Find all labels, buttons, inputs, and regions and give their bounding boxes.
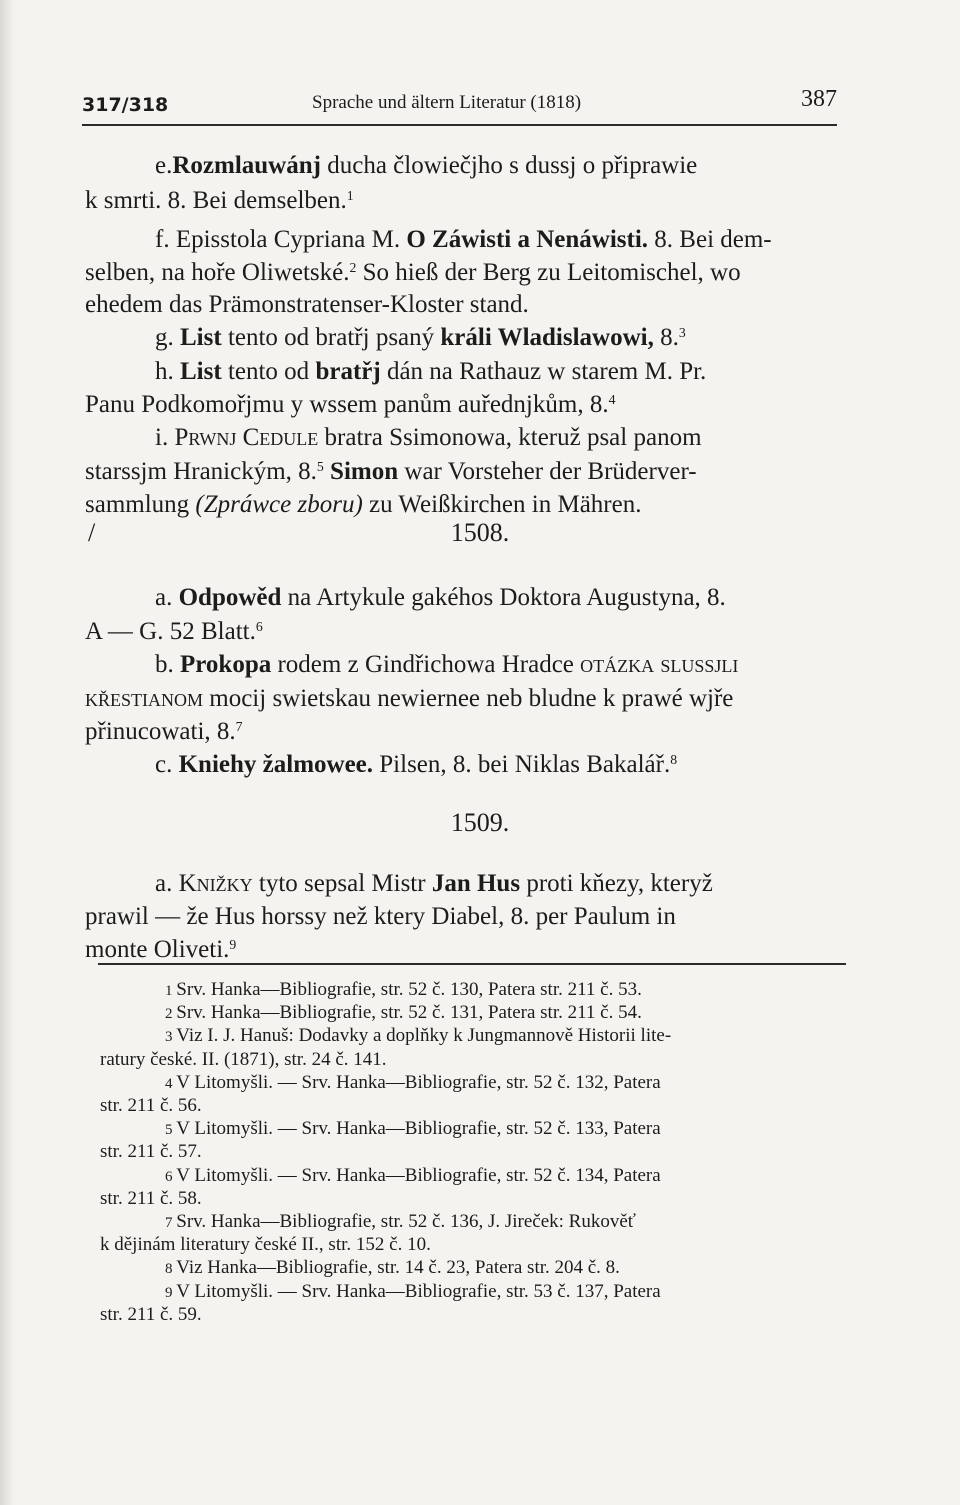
small-caps-text: Knižky (178, 870, 253, 897)
bold-text: Odpowěd (178, 584, 282, 611)
bold-text: Kniehy žalmowee. (178, 751, 374, 778)
item-label: g. (155, 324, 180, 351)
page-number: 387 (801, 86, 837, 112)
text: prawil — že Hus horssy než ktery Diabel, 8. per Paulum in (85, 903, 676, 930)
footnote-text: k dějinám literatury české II., str. 152 č. 10. (100, 1234, 431, 1256)
entry-1818-line (155, 150, 845, 182)
footnote-text: V Litomyšli. — Srv. Hanka—Bibliografie, str. 52 č. 133, Patera (176, 1118, 661, 1140)
text: tento od (221, 358, 316, 385)
footnote-text: Viz Hanka—Bibliografie, str. 14 č. 23, Patera str. 204 č. 8. (176, 1257, 620, 1279)
item-label: a. (155, 870, 179, 897)
text: proti kňezy, kteryž (520, 870, 713, 897)
bold-text: bratřj (315, 358, 381, 385)
footnote-text: Viz I. J. Hanuš: Dodavky a doplňky k Jungmannově Historii lite- (176, 1025, 672, 1047)
text: war Vorsteher der Brüderver- (398, 458, 697, 485)
footnote-line (165, 1256, 850, 1281)
item-label: c. (155, 751, 179, 778)
footnote-text: Srv. Hanka—Bibliografie, str. 52 č. 131, Patera str. 211 č. 54. (176, 1002, 642, 1024)
footnote-ref: 1 (346, 187, 354, 203)
item-label: b. (155, 651, 180, 678)
text: rodem z Gindřichowa Hradce (271, 651, 581, 678)
footnote-rule (98, 963, 846, 965)
bold-text: Jan Hus (431, 870, 521, 897)
text: tento od bratřj psaný (221, 324, 441, 351)
entry-1508-line (85, 683, 845, 715)
text: mocij swietskau newiernee neb bludne k prawé wjře (203, 685, 734, 712)
footnote-text: V Litomyšli. — Srv. Hanka—Bibliografie, str. 52 č. 134, Patera (176, 1164, 661, 1186)
footnote-line (100, 1140, 850, 1164)
entry-1818-line (155, 422, 845, 454)
year-heading-1509: 1509. (450, 808, 510, 837)
footnote-line (100, 1094, 850, 1118)
text: ehedem das Prämonstratenser-Kloster stand. (85, 291, 529, 318)
page-edge-shadow (0, 0, 14, 1505)
item-label: f. Episstola Cypriana M. (155, 226, 407, 253)
text: Pilsen, 8. bei Niklas Bakalář. (373, 751, 671, 778)
footnote-line (100, 1233, 850, 1257)
year-heading-1508: 1508. (450, 518, 510, 547)
footnote-number: 1 (165, 983, 177, 999)
text: A — G. 52 Blatt. (85, 618, 256, 645)
footnote-line (165, 1164, 850, 1189)
footnote-line (165, 1001, 850, 1026)
footnote-line (165, 1024, 850, 1049)
entry-1818-line (155, 356, 845, 388)
footnote-number: 2 (165, 1006, 177, 1023)
text: sammlung (85, 491, 196, 518)
entry-1508-line (155, 749, 845, 781)
small-caps-text: Prwnj Cedule (174, 424, 319, 451)
footnote-ref: 8 (670, 751, 678, 767)
header-left: 317/318 (82, 94, 169, 116)
entry-1508-line (155, 649, 845, 681)
text: selben, na hoře Oliwetské. (85, 259, 350, 286)
footnote-line (165, 1071, 850, 1096)
entry-1509-line (155, 868, 845, 900)
footnote-number: 4 (165, 1075, 177, 1092)
footnote-number: 3 (165, 1029, 177, 1046)
entry-1818-line (85, 456, 845, 488)
entry-1818-line (85, 489, 845, 521)
text: na Artykule gakéhos Doktora Augustyna, 8. (281, 584, 726, 611)
footnote-ref: 4 (608, 391, 616, 407)
footnote-text: str. 211 č. 58. (100, 1187, 202, 1209)
footnote-line (100, 1303, 850, 1327)
footnote-line (100, 1187, 850, 1211)
footnote-text: str. 211 č. 57. (100, 1141, 202, 1163)
footnote-text: Srv. Hanka—Bibliografie, str. 52 č. 136, J. Jireček: Rukověť (176, 1211, 636, 1232)
footnote-ref: 3 (678, 324, 686, 340)
footnote-ref: 9 (229, 936, 237, 952)
entry-1818-line (85, 289, 845, 321)
small-caps-text: křestianom (85, 685, 204, 712)
footnote-number: 9 (165, 1284, 177, 1301)
footnote-ref: 7 (235, 718, 243, 734)
text: Panu Podkomořjmu y wssem panům auřednjkům, 8. (85, 391, 609, 418)
entry-1818-line (155, 322, 845, 354)
bold-text: List (180, 358, 222, 385)
footnote-number: 7 (165, 1215, 177, 1231)
entry-1818-line (85, 257, 845, 289)
footnote-line (165, 978, 850, 1003)
text: ducha člowiečjho s dussj o připrawie (320, 152, 698, 179)
bold-text: List (180, 324, 222, 351)
entry-1508-line (155, 582, 845, 614)
footnote-text: V Litomyšli. — Srv. Hanka—Bibliografie, str. 53 č. 137, Patera (176, 1280, 661, 1302)
text: monte Oliveti. (85, 936, 230, 963)
footnote-text: V Litomyšli. — Srv. Hanka—Bibliografie, str. 52 č. 132, Patera (176, 1071, 661, 1093)
text: 8. Bei dem- (648, 226, 772, 253)
text: dán na Rathauz w starem M. Pr. (380, 358, 707, 385)
text: zu Weißkirchen in Mähren. (362, 491, 642, 518)
item-label: e. (155, 152, 173, 179)
entry-1509-line (85, 934, 845, 966)
footnote-ref: 5 (316, 458, 324, 474)
footnote-text: str. 211 č. 56. (100, 1095, 202, 1116)
footnote-ref: 6 (255, 618, 263, 634)
text: 8. (653, 324, 679, 351)
entry-1508-line (85, 616, 845, 648)
bold-text: Rozmlauwánj (172, 152, 321, 179)
item-label: h. (155, 358, 180, 385)
footnote-line (165, 1210, 850, 1235)
entry-1508-line (85, 716, 845, 748)
italic-text: (Zpráwce zboru) (195, 491, 363, 518)
text: starssjm Hranickým, 8. (85, 458, 317, 485)
footnote-line (100, 1048, 850, 1072)
item-label: a. (155, 584, 179, 611)
item-label: i. (155, 424, 175, 451)
small-caps-text: otázka slussjli (580, 651, 739, 678)
bold-text: králi Wladislawowi, (440, 324, 654, 351)
footnote-text: Srv. Hanka—Bibliografie, str. 52 č. 130, Patera str. 211 č. 53. (176, 979, 642, 1000)
footnote-number: 6 (165, 1168, 177, 1185)
entry-1818-line (155, 224, 845, 256)
text: So hieß der Berg zu Leitomischel, wo (356, 259, 741, 286)
entry-1818-line (85, 389, 845, 421)
footnote-number: 8 (165, 1261, 177, 1278)
bold-text: O Záwisti a Nenáwisti. (406, 226, 649, 253)
footnote-line (165, 1117, 850, 1142)
footnote-ref: 2 (349, 259, 357, 275)
footnote-text: str. 211 č. 59. (100, 1303, 202, 1325)
footnote-line (165, 1280, 850, 1305)
entry-1509-line (85, 901, 845, 933)
running-head (82, 86, 837, 126)
text: bratra Ssimonowa, kteruž psal panom (318, 424, 702, 451)
text: k smrti. 8. Bei demselben. (85, 187, 347, 214)
entry-1818-line (85, 185, 845, 217)
footnote-text: ratury české. II. (1871), str. 24 č. 141. (100, 1048, 387, 1070)
bold-text: Simon (323, 458, 399, 485)
text: přinucowati, 8. (85, 718, 236, 745)
bold-text: Prokopa (180, 651, 272, 678)
margin-slash: / (88, 518, 96, 547)
footnote-number: 5 (165, 1122, 177, 1139)
text: tyto sepsal Mistr (252, 870, 432, 897)
header-title: Sprache und ältern Literatur (1818) (312, 92, 582, 113)
